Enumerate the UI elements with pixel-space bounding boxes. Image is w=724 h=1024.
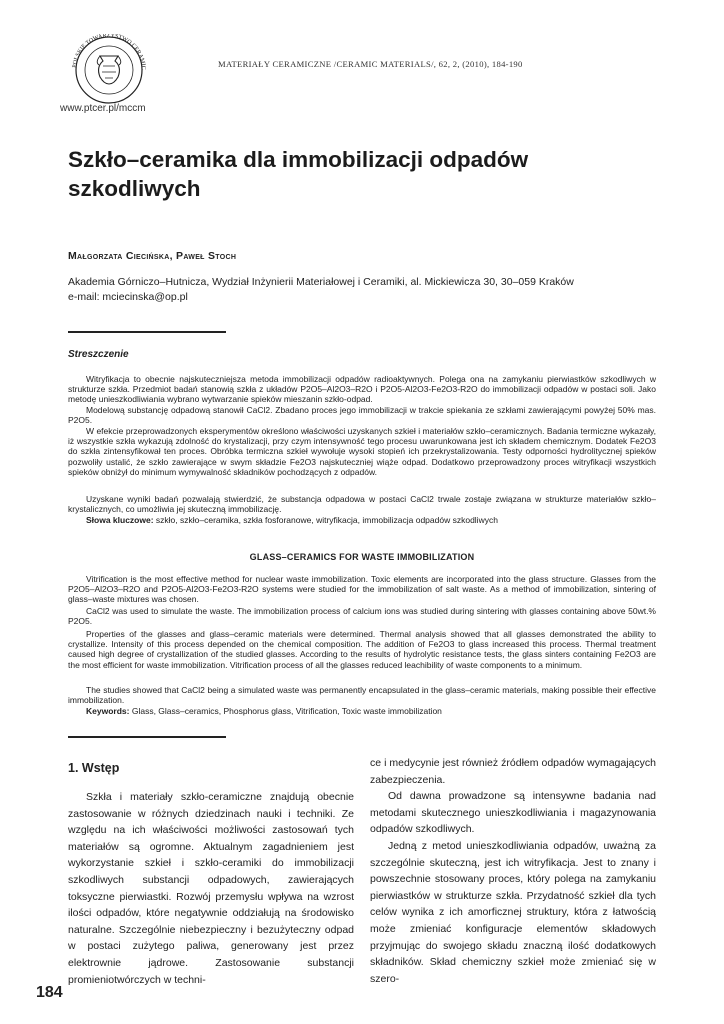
website-link[interactable]: www.ptcer.pl/mccm	[60, 103, 146, 114]
divider	[68, 736, 226, 738]
body-paragraph: Od dawna prowadzone są intensywne badania nad metodami skutecznego unieszkodliwiania i magazynowania odpadów szkodliwych.	[370, 790, 656, 836]
keywords-label: Słowa kluczowe:	[86, 515, 154, 525]
journal-logo	[64, 34, 154, 104]
keywords-text: Glass, Glass–ceramics, Phosphorus glass, Vitrification, Toxic waste immobilization	[131, 706, 442, 716]
body-text-right	[370, 755, 656, 987]
email: e-mail: mciecinska@op.pl	[68, 290, 188, 303]
abstract-pl-paragraph: W efekcie przeprowadzonych eksperymentów określono właściwości uzyskanych szkieł i materiałów szkło–ceramicznych. Badania termiczne wykazały, iż wszystkie szkła wykazują zdolność do krystalizacji, przy czym intensywność tego procesu uwarunkowana jest ich składem chemicznym. Dodatek Fe2O3 do szkła zintensyfikował ten proces. Obróbka termiczna szkieł wywołuje wysoki stopień ich przekrystalizowania. Testy odporności hydrolitycznej spieków pozwoliły ustalić, że szkło zawierające w swym składzie Fe2O3 najskuteczniej wiąże odpad. Dodatkowo przeprowadzony proces witryfikacji wszystkich spieków obniżył do minimum wymywalność składników pochodzących z odpadów.	[68, 426, 656, 477]
body-paragraph: ce i medycynie jest również źródłem odpadów wymagających zabezpieczenia.	[370, 757, 656, 786]
abstract-en-paragraph: Properties of the glasses and glass–ceramic materials were determined. Thermal analysis showed that all glasses demonstrated the ability to crystallize. Intensity of this process depended on the chemical composition. The addition of Fe2O3 to glass increased this process. Thermal treatment caused high degree of crystallization of the studied glasses. According to the results of hydrolytic resistance tests, the glass sinters containing Fe2O3 are the most efficient for waste immobilization. Vitrification process of all the glasses reduced leachibility of waste components to a minimum.	[68, 629, 656, 670]
abstract-pl-paragraph: Witryfikacja to obecnie najskuteczniejsza metoda immobilizacji odpadów radioaktywnych. Polega ona na zamykaniu pierwiastków szkodliwych w strukturze szkła. Przedmiot badań stanowią szkła z układów P2O5–Al2O3–R2O i P2O5-Al2O3-Fe2O3-R2O do immobilizacji odpadów w postaci soli. Jako metodę unieszkodliwiania wybrano wytwarzanie spieków mieszanin szkło-odpad.	[68, 374, 656, 405]
abstract-pl-paragraph: Modelową substancję odpadową stanowił CaCl2. Zbadano proces jego immobilizacji w trakcie spiekania ze szkłami zawierającymi powyżej 50% mas. P2O5.	[68, 405, 656, 426]
body-paragraph: Jedną z metod unieszkodliwiania odpadów, uważną za szczególnie skuteczną, jest ich witryfikacja. Jest to znany i powszechnie stosowany proces, który polega na zamykaniu pierwiastków w strukturze szkła. Przydatność szkieł dla tych celów wynika z ich amorficznej struktury, która z łatwością może zmieniać konfiguracje elementów składowych przyjmując do swojego składu znaczną ilość dodatkowych składników. Skład chemiczny szkieł może zmieniać się w szero-	[370, 839, 656, 985]
ptc-seal-icon	[64, 34, 154, 104]
abstract-pl-keywords	[68, 515, 656, 525]
abstract-en-paragraph: The studies showed that CaCl2 being a simulated waste was permanently encapsulated in the glass–ceramic materials, making possible their effective immobilization.	[68, 685, 656, 706]
abstract-pl-paragraph: Uzyskane wyniki badań pozwalają stwierdzić, że substancja odpadowa w postaci CaCl2 trwale zostaje związana w strukturze materiałów szkło–krystalicznych, co umożliwia jej skuteczną immobilizację.	[68, 494, 656, 515]
abstract-en-paragraph: CaCl2 was used to simulate the waste. The immobilization process of calcium ions was studied during sintering with glasses containing above 50wt.% P2O5.	[68, 606, 656, 627]
article-authors: Małgorzata Ciecińska, Paweł Stoch	[68, 250, 237, 262]
affiliation: Akademia Górniczo–Hutnicza, Wydział Inżynierii Materiałowej i Ceramiki, al. Mickiewicza 30, 30–059 Kraków	[68, 276, 574, 288]
page-number: 184	[36, 984, 63, 1001]
keywords-label: Keywords:	[86, 706, 130, 716]
keywords-text: szkło, szkło–ceramika, szkła fosforanowe, witryfikacja, immobilizacja odpadów szkodliwych	[155, 515, 498, 525]
affiliation-block	[68, 275, 574, 304]
article-title: Szkło–ceramika dla immobilizacji odpadów szkodliwych	[68, 147, 529, 201]
logo-lettering: POLSKIE TOWARZYSTWO CERAMIC	[72, 34, 147, 71]
journal-header: MATERIAŁY CERAMICZNE /CERAMIC MATERIALS/, 62, 2, (2010), 184-190	[218, 59, 523, 69]
abstract-en-keywords	[68, 706, 656, 716]
abstract-pl-heading: Streszczenie	[68, 349, 129, 360]
body-text-left: Szkła i materiały szkło-ceramiczne znajdują obecnie zastosowanie w różnych dziedzinach nauki i techniki. Ze względu na ich właściwości możliwości zastosowań tych materiałów są ogromne. Aktualnym zagadnieniem jest wykorzystanie szkieł i szkło-ceramiki do immobilizacji szkodliwych substancji odpadowych, zawierających toksyczne pierwiastki. Rozwój przemysłu wpływa na wzrost ilości odpadów, które negatywnie oddziałują na środowisko naturalne. Szczególnie niebezpieczny i bezużyteczny odpad w postaci zużytego paliwa, generowany jest przez elektrownie jądrowe. Zastosowanie substancji promieniotwórczych w techni-	[68, 791, 354, 986]
abstract-en-title: GLASS–CERAMICS FOR WASTE IMMOBILIZATION	[249, 552, 475, 562]
section-heading: 1. Wstęp	[68, 761, 120, 775]
divider	[68, 331, 226, 333]
abstract-en-paragraph: Vitrification is the most effective method for nuclear waste immobilization. Toxic elements are incorporated into the glass structure. Glasses from the P2O5–Al2O3–R2O and P2O5-Al2O3-Fe2O3-R2O systems were studied for the immobilization of salt waste. As a method of immobilization, sintering of glass–waste mixtures was chosen.	[68, 574, 656, 605]
